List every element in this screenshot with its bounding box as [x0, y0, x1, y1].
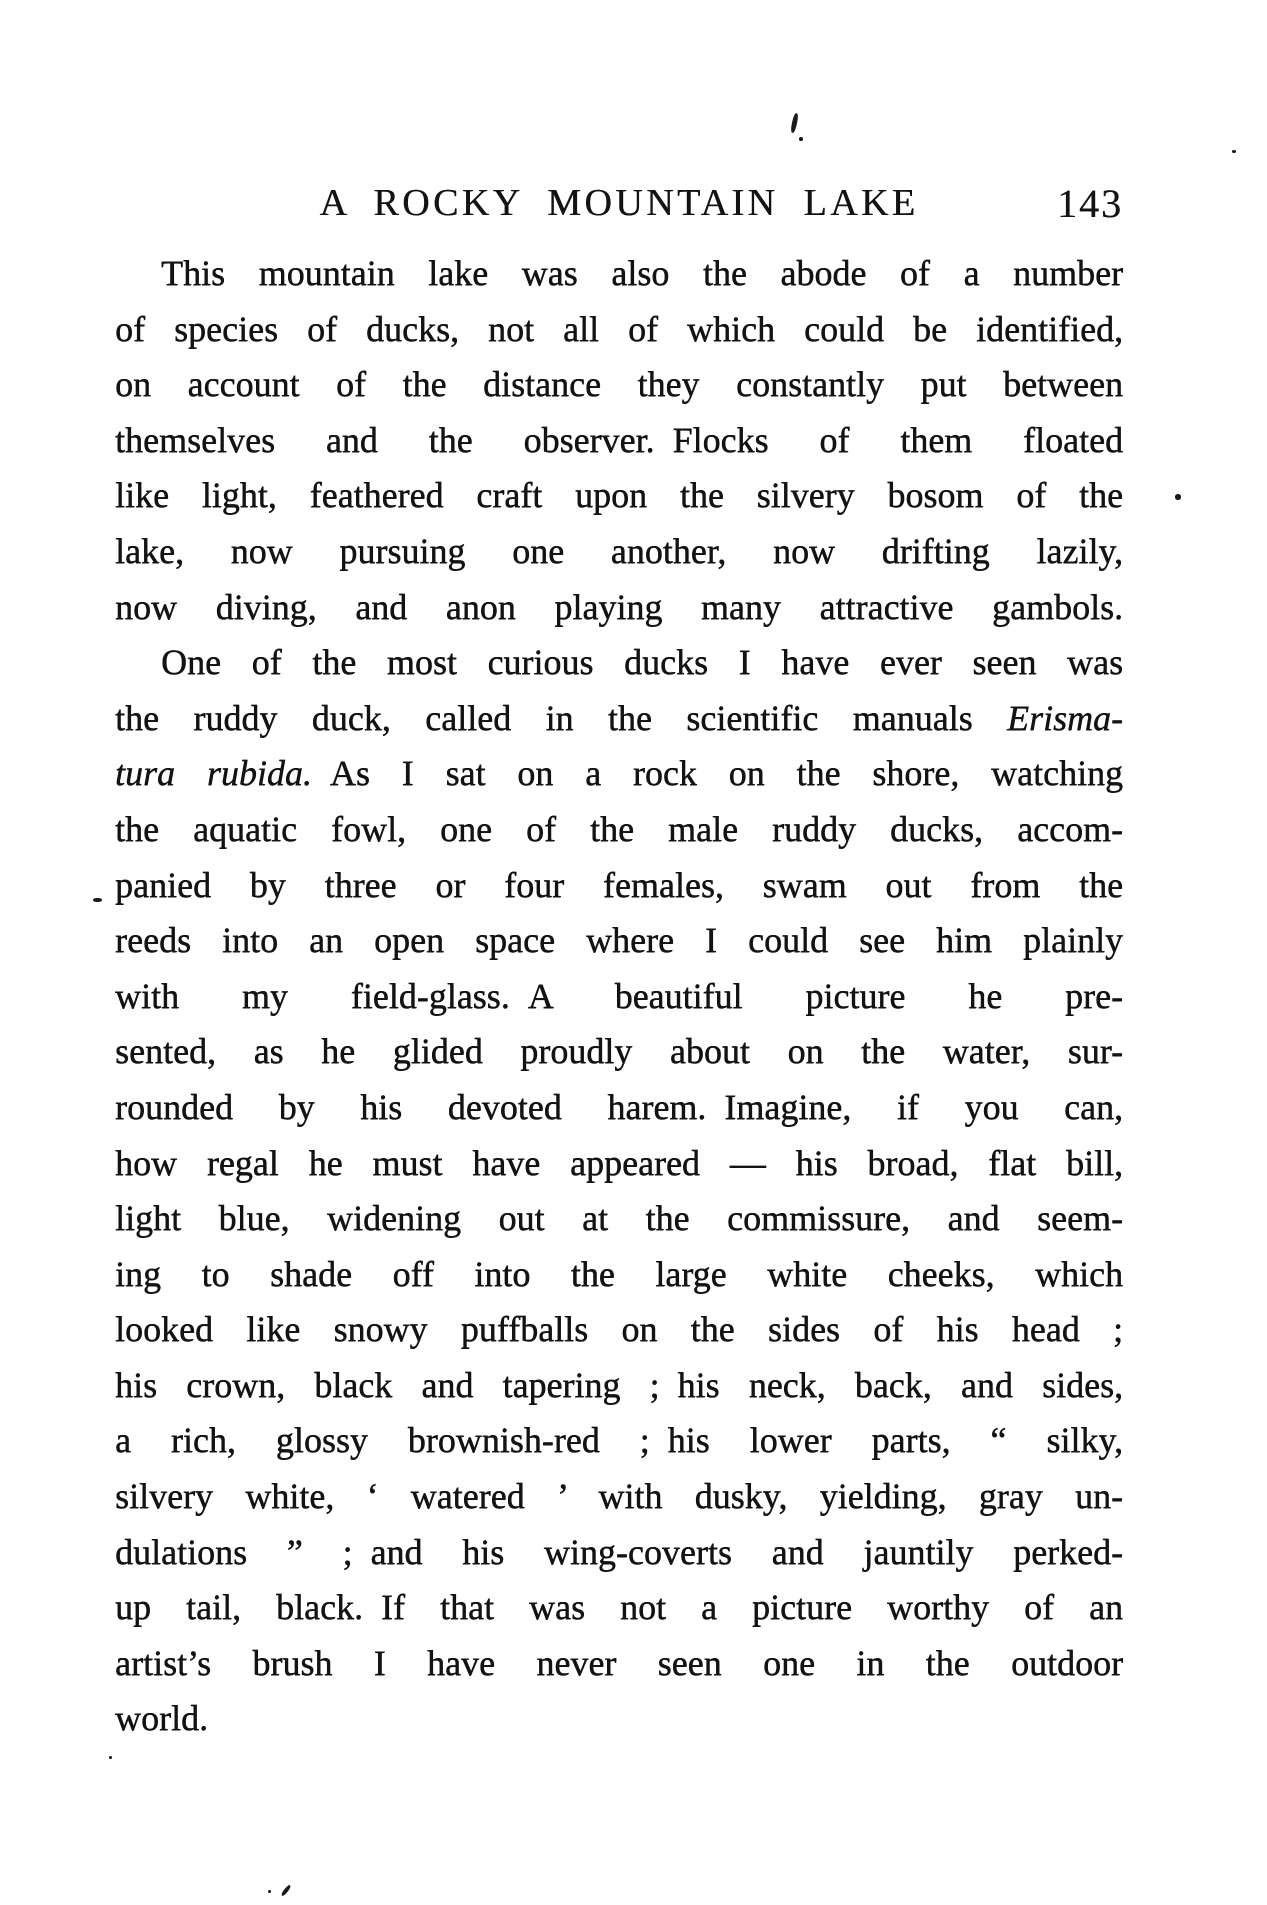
- text-line: [115, 1691, 1123, 1747]
- text-line: [115, 691, 1123, 747]
- text-segment: with my field-glass. A beautiful picture he pre-: [115, 975, 1123, 1016]
- text-segment: the aquatic fowl, one of the male ruddy ducks, accom-: [115, 808, 1123, 849]
- text-segment: silvery white, ‘ watered ’ with dusky, yielding, gray un-: [115, 1476, 1123, 1517]
- text-segment: of species of ducks, not all of which could be identified,: [115, 308, 1123, 349]
- ink-mark-speck: [799, 137, 803, 141]
- text-segment: now diving, and anon playing many attractive gambols.: [115, 586, 1123, 627]
- text-segment: artist’s brush I have never seen one in the outdoor: [115, 1642, 1123, 1683]
- text-line: [115, 746, 1123, 802]
- text-segment: themselves and the observer. Flocks of them floated: [115, 419, 1123, 460]
- text-line: [115, 246, 1123, 302]
- text-line: [115, 580, 1123, 636]
- text-segment: ing to shade off into the large white cheeks, which: [115, 1253, 1123, 1294]
- ink-mark-speck: [1175, 494, 1181, 500]
- text-line: [115, 413, 1123, 469]
- text-line: [115, 969, 1123, 1025]
- text-line: [115, 1413, 1123, 1469]
- text-segment: light blue, widening out at the commissure, and seem-: [115, 1198, 1123, 1239]
- text-segment: rounded by his devoted harem. Imagine, if you can,: [115, 1086, 1123, 1127]
- ink-mark-speck: [268, 1890, 271, 1893]
- text-segment: looked like snowy puffballs on the sides of his head ;: [115, 1309, 1123, 1350]
- text-segment: on account of the distance they constantly put between: [115, 364, 1123, 405]
- page-header: [115, 181, 1123, 226]
- text-line: [115, 1302, 1123, 1358]
- text-line: [115, 1358, 1123, 1414]
- text-segment: As I sat on a rock on the shore, watching: [311, 753, 1123, 794]
- text-segment: like light, feathered craft upon the silvery bosom of the: [115, 475, 1123, 516]
- ink-mark-dash: [93, 898, 102, 902]
- text-segment: panied by three or four females, swam out from the: [115, 864, 1123, 905]
- text-line: [115, 1525, 1123, 1581]
- text-segment: sented, as he glided proudly about on the water, sur-: [115, 1031, 1123, 1072]
- text-segment: his crown, black and tapering ; his neck, back, and sides,: [115, 1364, 1123, 1405]
- text-segment: dulations ” ; and his wing-coverts and jauntily perked-: [115, 1531, 1123, 1572]
- text-line: [115, 1469, 1123, 1525]
- text-segment: lake, now pursuing one another, now drifting lazily,: [115, 530, 1123, 571]
- ink-mark-speck: [109, 1756, 112, 1759]
- text-segment: a rich, glossy brownish-red ; his lower parts, “ silky,: [115, 1420, 1123, 1461]
- text-line: [115, 1136, 1123, 1192]
- text-line: [115, 357, 1123, 413]
- text-segment: This mountain lake was also the abode of a number: [161, 253, 1123, 293]
- ink-mark-speck: [1232, 150, 1236, 153]
- species-name-italic: Erisma-: [1007, 697, 1123, 738]
- text-line: [115, 1024, 1123, 1080]
- text-line: [115, 913, 1123, 969]
- text-segment: how regal he must have appeared — his broad, flat bill,: [115, 1142, 1123, 1183]
- paragraph: [115, 635, 1123, 1747]
- text-line: [115, 858, 1123, 914]
- text-line: [115, 1636, 1123, 1692]
- text-line: [115, 302, 1123, 358]
- page-body: [115, 246, 1123, 1747]
- text-line: [115, 468, 1123, 524]
- text-line: [115, 802, 1123, 858]
- ink-mark-comma: [280, 1884, 291, 1897]
- species-name-italic: tura rubida.: [115, 753, 312, 794]
- text-segment: One of the most curious ducks I have ever seen was: [161, 642, 1123, 683]
- page-number: 143: [1057, 181, 1123, 226]
- text-segment: world.: [115, 1698, 208, 1739]
- text-line: [115, 1080, 1123, 1136]
- text-line: [115, 524, 1123, 580]
- text-segment: reeds into an open space where I could see him plainly: [115, 920, 1123, 961]
- paragraph: [115, 246, 1123, 635]
- running-title: A ROCKY MOUNTAIN LAKE: [319, 182, 919, 224]
- text-segment: up tail, black. If that was not a picture worthy of an: [115, 1587, 1123, 1628]
- text-line: [115, 635, 1123, 691]
- ink-mark-squiggle: [790, 113, 799, 134]
- text-line: [115, 1580, 1123, 1636]
- text-segment: the ruddy duck, called in the scientific manuals: [115, 697, 1007, 738]
- text-line: [115, 1247, 1123, 1303]
- text-line: [115, 1191, 1123, 1247]
